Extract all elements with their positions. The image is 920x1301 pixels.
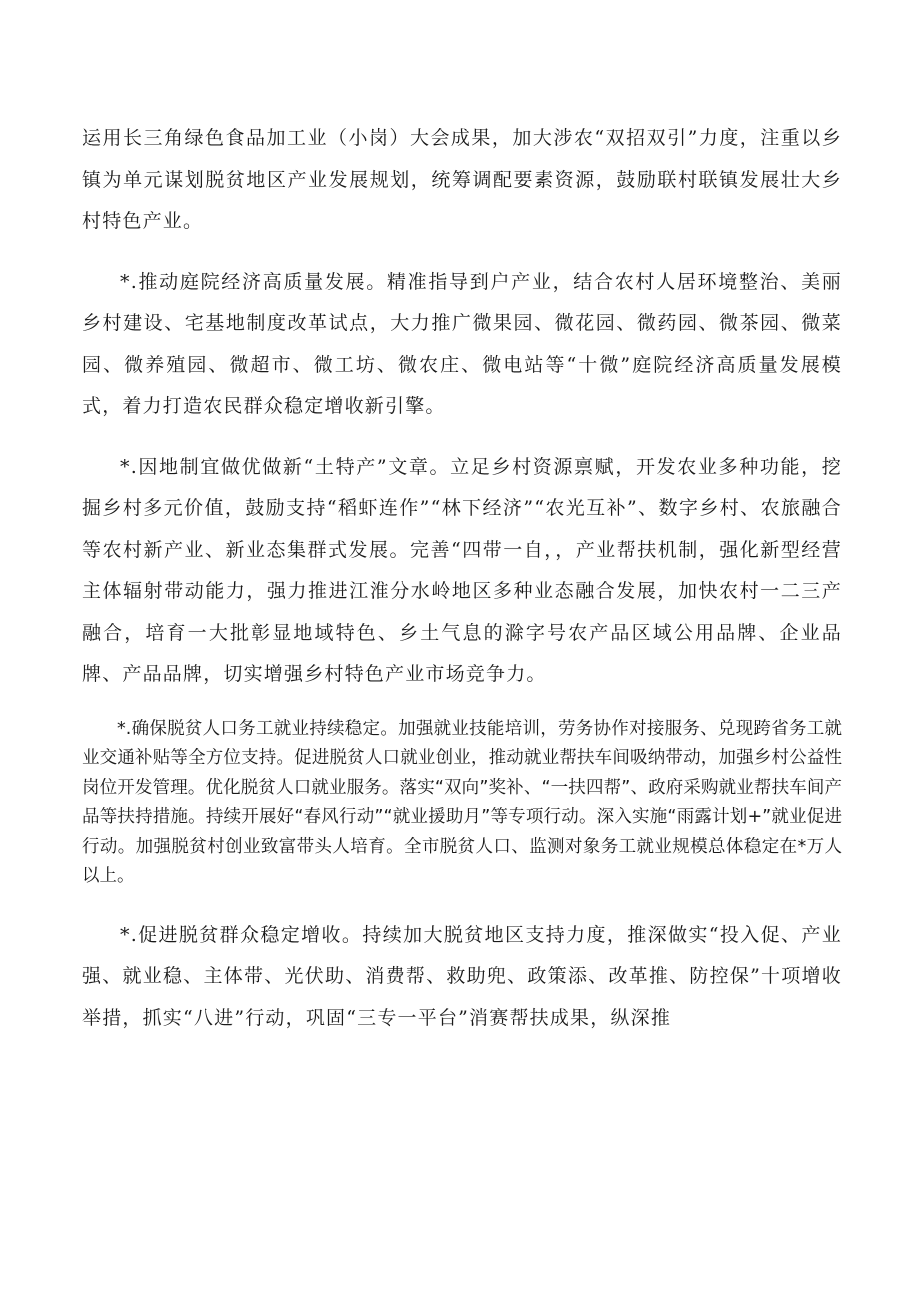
paragraph-2: *.推动庭院经济高质量发展。精准指导到户产业，结合农村人居环境整治、美丽乡村建设、宅基地制度改革试点，大力推广微果园、微花园、微药园、微茶园、微菜园、微养殖园、微超市、微工坊、微农庄、微电站等“十微”庭院经济高质量发展模式，着力打造农民群众稳定增收新引擎。 — [82, 270, 842, 417]
paragraph-1: 运用长三角绿色食品加工业（小岗）大会成果，加大涉农“双招双引”力度，注重以乡镇为单元谋划脱贫地区产业发展规划，统筹调配要素资源，鼓励联村联镇发展壮大乡村特色产业。 — [82, 127, 842, 232]
paragraph-3: *.因地制宜做优做新“土特产”文章。立足乡村资源禀赋，开发农业多种功能，挖掘乡村多元价值，鼓励支持“稻虾连作”“林下经济”“农光互补”、数字乡村、农旅融合等农村新产业、新业态集群式发展。完善“四带一自，，产业帮扶机制，强化新型经营主体辐射带动能力，强力推进江淮分水岭地区多种业态融合发展，加快农村一二三产融合，培育一大批彰显地域特色、乡土气息的滁字号农产品区域公用品牌、企业品牌、产品品牌，切实增强乡村特色产业市场竞争力。 — [82, 455, 842, 685]
paragraph-5: *.促进脱贫群众稳定增收。持续加大脱贫地区支持力度，推深做实“投入促、产业强、就业稳、主体带、光伏助、消费帮、救助兜、政策添、改革推、防控保”十项增收举措，抓实“八进”行动，巩固“三专一平台”消赛帮扶成果，纵深推 — [82, 923, 842, 1029]
document-body — [82, 118, 842, 1039]
paragraph-4: *.确保脱贫人口务工就业持续稳定。加强就业技能培训，劳务协作对接服务、兑现跨省务工就业交通补贴等全方位支持。促进脱贫人口就业创业，推动就业帮扶车间吸纳带动，加强乡村公益性岗位开发管理。优化脱贫人口就业服务。落实“双向”奖补、“一扶四帮”、政府采购就业帮扶车间产品等扶持措施。持续开展好“春风行动”“就业援助月”等专项行动。深入实施“雨露计划+”就业促进行动。加强脱贫村创业致富带头人培育。全市脱贫人口、监测对象务工就业规模总体稳定在*万人以上。 — [82, 718, 842, 886]
